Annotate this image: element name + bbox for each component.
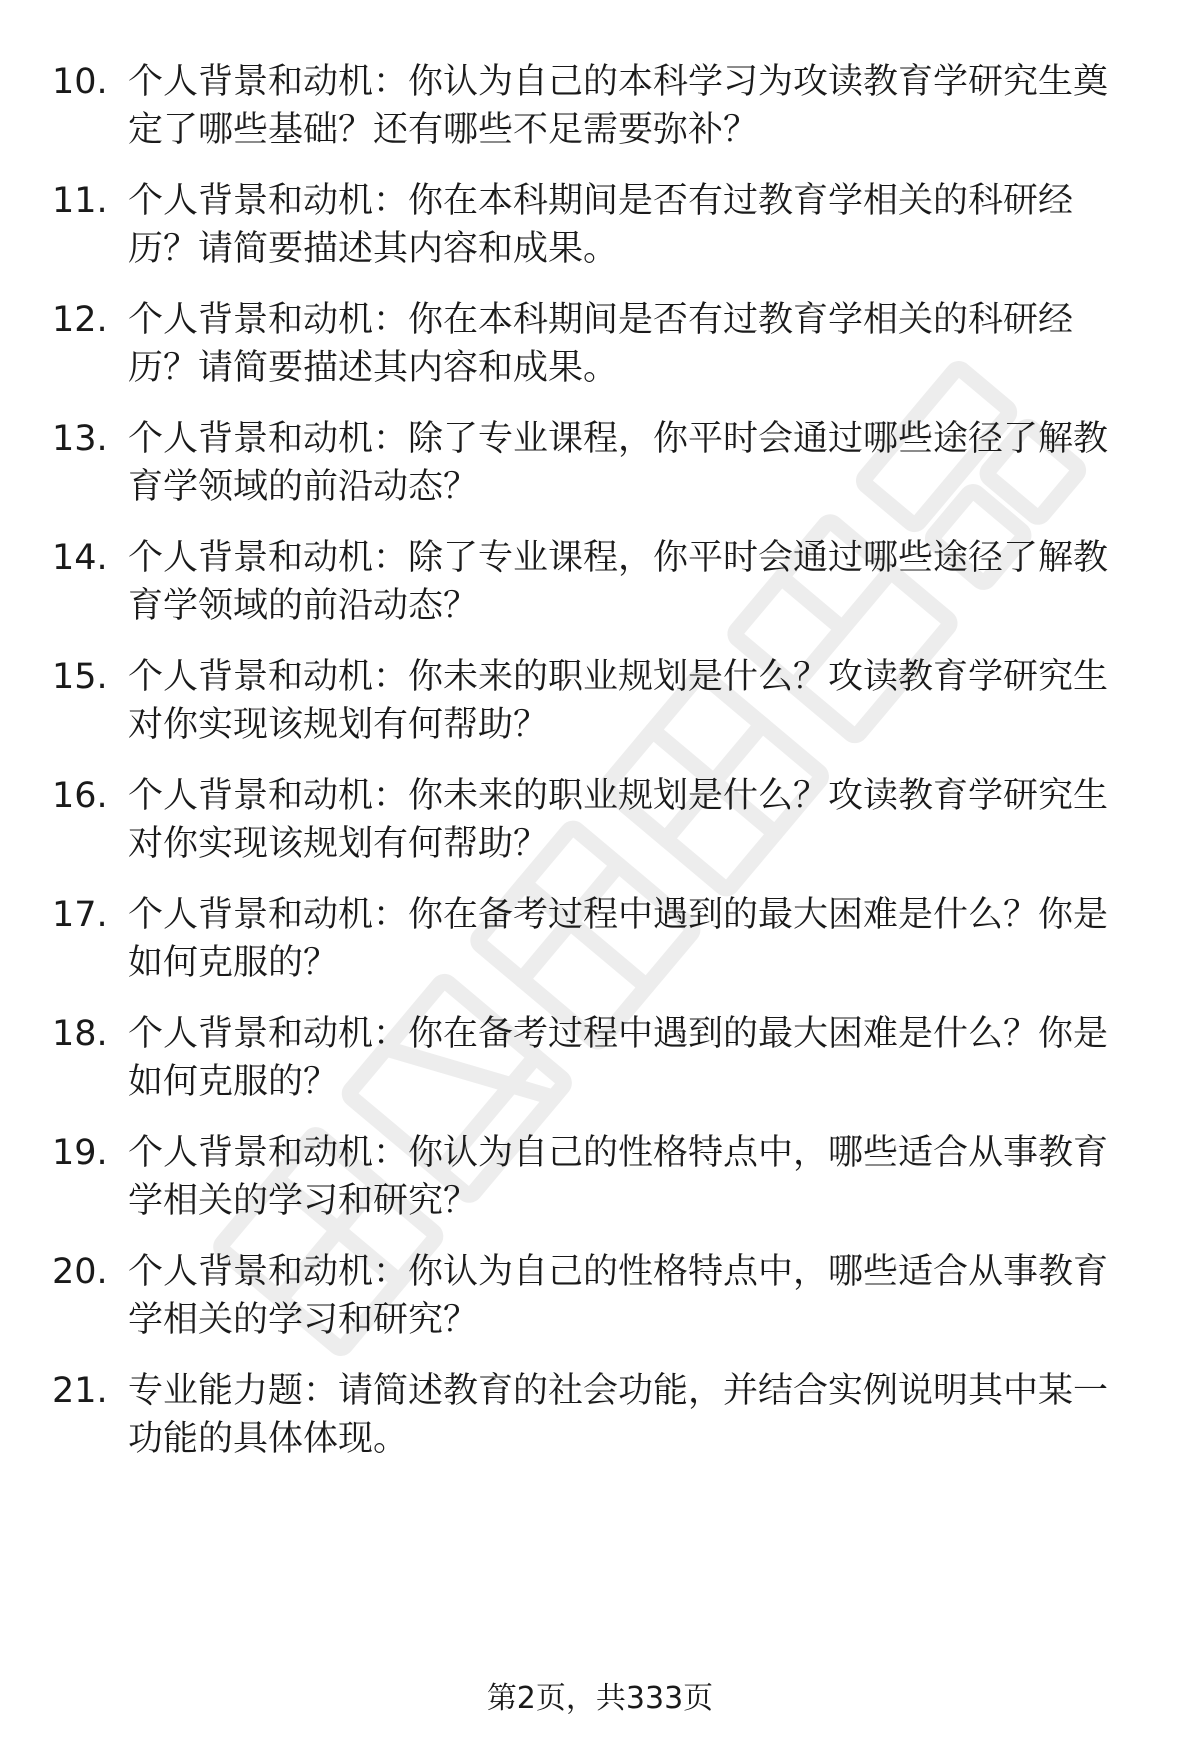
question-number: 18. [52,1014,108,1054]
question-text-line: 专业能力题：请简述教育的社会功能，并结合实例说明其中某一 [128,1371,1109,1411]
question-text [128,58,1148,154]
question-text [128,415,1148,511]
question-text-line: 功能的具体体现。 [128,1419,409,1459]
question-text-line: 学相关的学习和研究？ [128,1300,479,1340]
question-item [0,1010,1200,1130]
question-text-line: 个人背景和动机：你认为自己的性格特点中，哪些适合从事教育 [128,1252,1109,1292]
question-text-line: 个人背景和动机：你在本科期间是否有过教育学相关的科研经 [128,300,1074,340]
question-text-line: 个人背景和动机：你在备考过程中遇到的最大困难是什么？你是 [128,1014,1109,1054]
question-text-line: 历？请简要描述其内容和成果。 [128,348,619,388]
question-number: 11. [52,181,108,221]
question-text [128,296,1148,392]
page-number-label: 第2页，共333页 [486,1681,714,1716]
question-text-line: 对你实现该规划有何帮助？ [128,705,549,745]
question-text-line: 个人背景和动机：你认为自己的性格特点中，哪些适合从事教育 [128,1133,1109,1173]
question-text-line: 对你实现该规划有何帮助？ [128,824,549,864]
question-text-line: 育学领域的前沿动态？ [128,586,479,626]
question-item [0,1129,1200,1249]
question-number: 20. [52,1252,108,1292]
question-text [128,1010,1148,1106]
question-item [0,296,1200,416]
question-text-line: 个人背景和动机：你未来的职业规划是什么？攻读教育学研究生 [128,657,1109,697]
question-text-line: 个人背景和动机：除了专业课程，你平时会通过哪些途径了解教 [128,538,1109,578]
question-item [0,653,1200,773]
question-text [128,1129,1148,1225]
question-item [0,58,1200,178]
question-text [128,1367,1148,1463]
question-text-line: 个人背景和动机：除了专业课程，你平时会通过哪些途径了解教 [128,419,1109,459]
question-text-line: 个人背景和动机：你认为自己的本科学习为攻读教育学研究生奠 [128,62,1109,102]
question-number: 17. [52,895,108,935]
question-number: 14. [52,538,108,578]
question-text-line: 育学领域的前沿动态？ [128,467,479,507]
question-item [0,772,1200,892]
question-text-line: 个人背景和动机：你未来的职业规划是什么？攻读教育学研究生 [128,776,1109,816]
question-text-line: 学相关的学习和研究？ [128,1181,479,1221]
question-number: 19. [52,1133,108,1173]
question-text [128,653,1148,749]
question-text [128,772,1148,868]
question-number: 12. [52,300,108,340]
question-text-line: 如何克服的？ [128,1062,339,1102]
question-number: 21. [52,1371,108,1411]
question-item [0,415,1200,535]
question-item [0,177,1200,297]
question-number: 16. [52,776,108,816]
question-text [128,177,1148,273]
question-number: 10. [52,62,108,102]
question-text [128,534,1148,630]
question-text-line: 历？请简要描述其内容和成果。 [128,229,619,269]
question-text-line: 如何克服的？ [128,943,339,983]
question-number: 15. [52,657,108,697]
question-text-line: 定了哪些基础？还有哪些不足需要弥补？ [128,110,759,150]
question-item [0,1248,1200,1368]
question-text-line: 个人背景和动机：你在备考过程中遇到的最大困难是什么？你是 [128,895,1109,935]
question-number: 13. [52,419,108,459]
page-footer [0,1677,1200,1721]
question-item [0,1367,1200,1487]
question-item [0,891,1200,1011]
question-text-line: 个人背景和动机：你在本科期间是否有过教育学相关的科研经 [128,181,1074,221]
question-text [128,1248,1148,1344]
question-text [128,891,1148,987]
question-item [0,534,1200,654]
